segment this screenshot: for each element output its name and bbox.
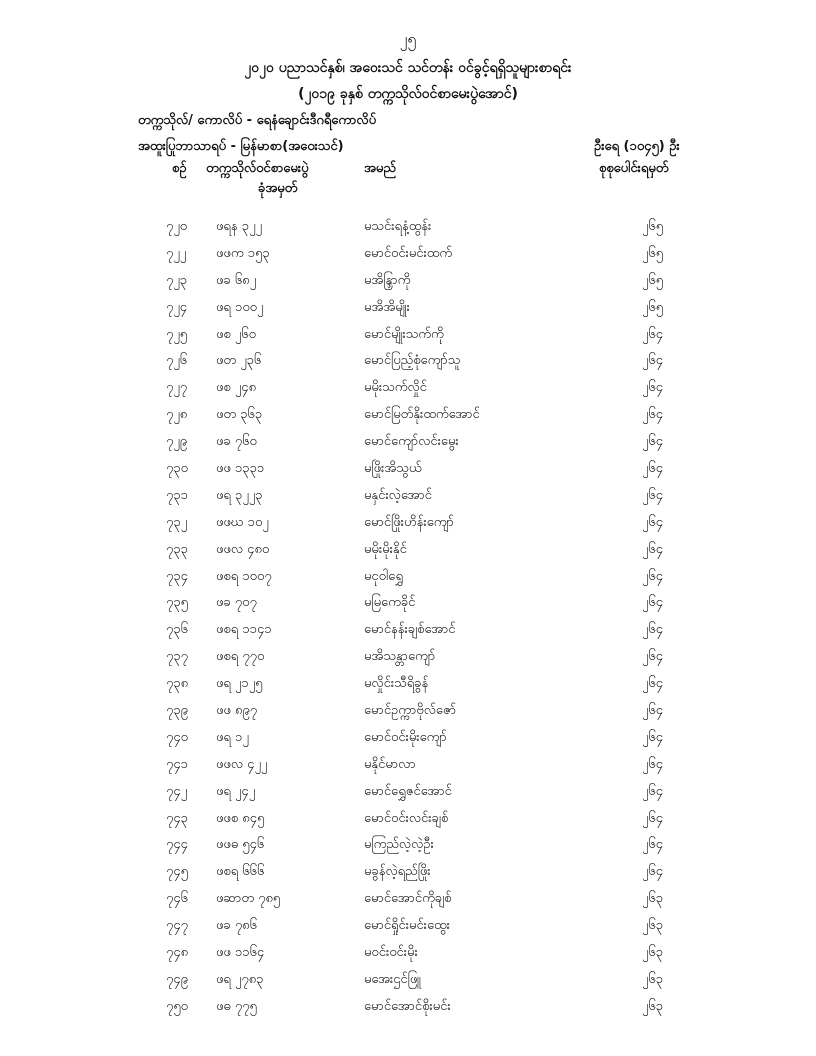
name-cell: မောင်ပြည့်စုံကျော်သူ [364,353,461,369]
serial-cell: ၇၂၆ [166,353,188,369]
name-cell: မမိုးသက်လှိုင် [364,380,427,396]
roll-number-cell: ဖခ ၇၈၆ [216,918,257,934]
name-cell: မခွန်လဲ့ရည်ဖြိုး [364,864,431,880]
table-row [0,214,816,241]
name-cell: မောင်ဝင်းမင်းထက် [364,245,453,261]
table-row [0,671,816,698]
roll-number-cell: ဖစရ ၆၆၆ [216,864,265,880]
header-roll-number: တက္ကသိုလ်ဝင်စာမေးပွဲ [206,161,309,176]
table-row [0,590,816,617]
name-cell: မမြကေခိုင် [364,595,416,611]
roll-number-cell: ဖစရ ၁၀၀၇ [216,568,272,584]
marks-cell: ၂၆၄ [642,595,664,611]
serial-cell: ၇၅၀ [166,998,188,1014]
name-cell: မငုဝါရွှေ [364,568,403,584]
serial-cell: ၇၃၇ [166,649,188,665]
serial-cell: ၇၃၆ [166,622,188,638]
name-cell: မအိအိမျိုး [364,299,410,315]
roll-number-cell: ဖဖဃ ၁၀၂ [216,514,269,530]
serial-cell: ၇၄၇ [166,918,188,934]
table-row [0,886,816,913]
roll-number-cell: ဖခ ၇၆၀ [216,434,257,450]
name-cell: မအိန္ဒြာကို [364,272,411,288]
serial-cell: ၇၄၆ [166,891,188,907]
table-row [0,402,816,429]
table-row [0,779,816,806]
table-row [0,510,816,537]
table-row [0,806,816,833]
marks-cell: ၂၆၄ [642,703,664,719]
table-row [0,483,816,510]
roll-number-cell: ဖရ ၂၁၂၅ [216,676,263,692]
roll-number-cell: ဖစ ၂၆၀ [216,326,256,342]
name-cell: မောင်ဥက္ကာဗိုလ်ဇော် [364,703,457,719]
serial-cell: ၇၂၃ [166,272,188,288]
name-cell: မောင်မျိုးသက်ကို [364,326,444,342]
roll-number-cell: ဖတ ၃၆၃ [216,407,263,423]
roll-number-cell: ဖစ ၂၄၈ [216,380,256,396]
marks-cell: ၂၆၃ [642,998,664,1014]
table-row [0,564,816,591]
table-row [0,859,816,886]
serial-cell: ၇၄၃ [166,810,188,826]
marks-cell: ၂၆၄ [642,568,664,584]
roll-number-cell: ဖဖ ၈၉၇ [216,703,258,719]
name-cell: မောင်ကျော်လင်းမွေး [364,434,459,450]
serial-cell: ၇၃၃ [166,541,188,557]
table-row [0,375,816,402]
header-serial: စဉ် [172,161,187,176]
table-row [0,832,816,859]
name-cell: မောင်ဝင်းလင်းချစ် [364,810,449,826]
marks-cell: ၂၆၄ [642,353,664,369]
roll-number-cell: ဖဖလ ၄၂၂ [216,756,268,772]
serial-cell: ၇၃၅ [166,595,188,611]
marks-cell: ၂၆၅ [642,245,664,261]
marks-cell: ၂၆၄ [642,676,664,692]
marks-cell: ၂၆၄ [642,407,664,423]
marks-cell: ၂၆၄ [642,622,664,638]
marks-cell: ၂၆၄ [642,837,664,853]
serial-cell: ၇၂၅ [166,326,188,342]
serial-cell: ၇၂၀ [166,219,188,234]
marks-cell: ၂၆၃ [642,891,664,907]
name-cell: မဝင်းဝင်းမိုး [364,945,418,961]
table-row [0,752,816,779]
name-cell: မောင်မြတ်နိုးထက်အောင် [364,407,480,423]
serial-cell: ၇၄၅ [166,864,188,880]
name-cell: မဖြိုးအိသွယ် [364,461,422,477]
name-cell: မအိသန္တာကျော် [364,649,436,665]
table-row [0,295,816,322]
roll-number-cell: ဖရန ၃၂၂ [216,219,262,234]
roll-number-cell: ဖဓ ၇၇၅ [216,998,257,1014]
table-row [0,241,816,268]
marks-cell: ၂၆၅ [642,219,664,234]
name-cell: မလှိုင်းသီရိခွန် [364,676,429,692]
student-table [0,214,816,1021]
marks-cell: ၂၆၄ [642,541,664,557]
roll-number-cell: ဖတ ၂၃၆ [216,353,262,369]
student-count: ဦးရေ (၁၀၄၅) ဦး [594,139,680,154]
serial-cell: ၇၂၈ [166,407,188,423]
table-row [0,940,816,967]
marks-cell: ၂၆၄ [642,434,664,450]
name-cell: မကြည်လဲ့လဲ့ဦး [364,837,434,853]
document-title: ၂၀၂၀ ပညာသင်နှစ်၊ အဝေးသင် သင်တန်း ဝင်ခွင့်ရရှိသူများစာရင်း [244,60,572,76]
table-row [0,698,816,725]
roll-number-cell: ဖဖ ၁၃၃၁ [216,461,265,477]
roll-number-cell: ဖစရ ၇၇၀ [216,649,265,665]
roll-number-cell: ဖခ ၇၀၇ [216,595,257,611]
serial-cell: ၇၄၂ [166,783,188,799]
roll-number-cell: ဖရ ၁၀၀၂ [216,299,264,315]
name-cell: မမိုးမိုးနိုင် [364,541,407,557]
serial-cell: ၇၄၄ [166,837,188,853]
roll-number-cell: ဖခ ၆၈၂ [216,272,256,288]
roll-number-cell: ဖဆာတ ၇၈၅ [216,891,281,907]
marks-cell: ၂၆၄ [642,514,664,530]
marks-cell: ၂၆၄ [642,864,664,880]
table-row [0,913,816,940]
roll-number-cell: ဖရ ၃၂၂၃ [216,487,263,503]
college-line: တက္ကသိုလ်/ ကောလိပ် - ရေနံချောင်းဒီဂရီကောလိပ် [138,113,377,128]
table-row [0,456,816,483]
marks-cell: ၂၆၄ [642,729,664,745]
table-row [0,348,816,375]
serial-cell: ၇၃၂ [166,514,188,530]
name-cell: မသင်းရနံ့ထွန်း [364,219,432,234]
name-cell: မောင်ရှိုင်းမင်းထွေး [364,918,450,934]
serial-cell: ၇၃၈ [166,676,189,692]
name-cell: မောင်အောင်စိုးမင်း [364,998,451,1014]
table-row [0,537,816,564]
serial-cell: ၇၃၉ [166,703,188,719]
page-number: ၂၅ [399,29,417,48]
serial-cell: ၇၂၇ [166,380,188,396]
name-cell: မအေးဌင်ဖြူ [364,971,421,987]
roll-number-cell: ဖဖ ၁၁၆၄ [216,945,265,961]
roll-number-cell: ဖရ ၁၂ [216,729,249,745]
name-cell: မောင်ရွှေဇင်အောင် [364,783,452,799]
header-roll-number-line2: ခုံအမှတ် [258,181,298,196]
marks-cell: ၂၆၄ [642,380,664,396]
roll-number-cell: ဖဖက ၁၅၃ [216,245,270,261]
roll-number-cell: ဖရ ၂၇၈၃ [216,971,264,987]
marks-cell: ၂၆၃ [642,945,664,961]
marks-cell: ၂၆၄ [642,487,664,503]
marks-cell: ၂၆၄ [642,756,664,772]
marks-cell: ၂၆၅ [642,272,664,288]
serial-cell: ၇၃၀ [166,461,188,477]
serial-cell: ၇၄၉ [166,971,188,987]
serial-cell: ၇၂၄ [166,299,188,315]
serial-cell: ၇၄၀ [166,729,188,745]
name-cell: မောင်ဖြိုးဟိန်းကျော် [364,514,454,530]
name-cell: မောင်ဝင်းမိုးကျော် [364,729,447,745]
marks-cell: ၂၆၄ [642,326,664,342]
roll-number-cell: ဖဖဓ ၅၄၆ [216,837,265,853]
name-cell: မနှင်းလဲ့အောင် [364,487,432,503]
serial-cell: ၇၄၁ [166,756,188,772]
serial-cell: ၇၂၉ [166,434,188,450]
marks-cell: ၂၆၄ [642,461,664,477]
table-row [0,644,816,671]
serial-cell: ၇၃၄ [166,568,188,584]
table-row [0,994,816,1021]
marks-cell: ၂၆၄ [642,649,664,665]
marks-cell: ၂၆၅ [642,299,664,315]
table-row [0,967,816,994]
table-row [0,322,816,349]
major-line: အထူးပြုဘာသာရပ် - မြန်မာစာ(အဝေးသင်) [138,139,344,154]
document-subtitle: (၂၀၁၉ ခုနှစ် တက္ကသိုလ်ဝင်စာမေးပွဲအောင်) [298,86,518,102]
roll-number-cell: ဖဖလ ၄၈၀ [216,541,270,557]
table-row [0,268,816,295]
marks-cell: ၂၆၃ [642,971,664,987]
roll-number-cell: ဖရ ၂၄၂ [216,783,256,799]
header-total-marks: စုစုပေါင်းရမှတ် [599,161,669,176]
serial-cell: ၇၄၈ [166,945,189,961]
table-row [0,617,816,644]
roll-number-cell: ဖစရ ၁၁၄၁ [216,622,272,638]
marks-cell: ၂၆၄ [642,810,664,826]
name-cell: မနိုင်မာလာ [364,756,416,772]
name-cell: မောင်အောင်ကိုချစ် [364,891,452,907]
marks-cell: ၂၆၃ [642,918,664,934]
header-name: အမည် [364,161,396,176]
serial-cell: ၇၃၁ [166,487,188,503]
name-cell: မောင်နန်းချစ်အောင် [364,622,456,638]
marks-cell: ၂၆၄ [642,783,664,799]
roll-number-cell: ဖဖစ ၈၄၅ [216,810,265,826]
serial-cell: ၇၂၂ [166,245,187,261]
table-row [0,429,816,456]
table-row [0,725,816,752]
